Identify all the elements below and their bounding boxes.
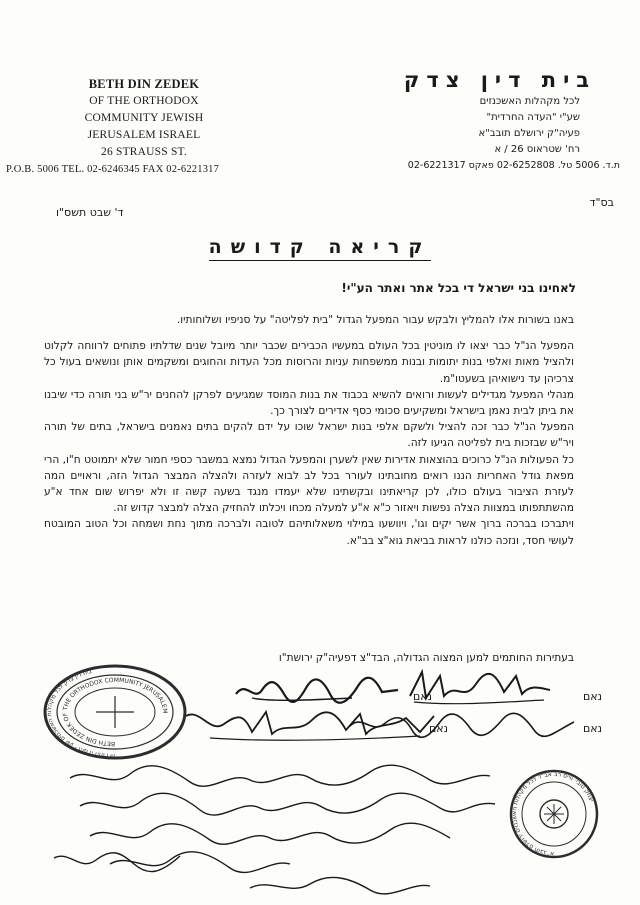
body-paragraph: מנהלי המפעל מגדילים לעשות ורואים להשיא בכבוד את בנות המוסד שמגיעים לפרקן להחנים יר"ש בני תורה כדי שיבנו את ביתן לבית נאמן בישראל ומשקיעים סכומי כסף אדירים לצורך כך.: [44, 388, 574, 418]
letterhead-en-line: OF THE ORTHODOX: [89, 95, 199, 107]
body-paragraph: ויתברכו בברכה ברוך אשר יקים וגו', ויוושעו במילוי משאלותיהם לטובה ולברכה מתוך נחת ושמחה וכל הטוב המובטח לעושי חסד, ונזכה כולנו לראות בביאת גוא"צ בב"א.: [44, 518, 574, 547]
closing-line: בעתירות החותמים למען המצוה הגדולה, הבד"צ דפעיה"ק ירושת"ו: [278, 652, 574, 664]
letterhead-en-line: BETH DIN ZEDEK: [88, 77, 200, 91]
letterhead-en-contact: P.O.B. 5006 TEL. 02-6246345 FAX 02-6221317: [6, 164, 220, 175]
body-paragraph: באנו בשורות אלו להמליץ ולבקש עבור המפעל הגדול "בית לפליטה" על סניפיו ושלוחותיו.: [176, 314, 574, 326]
letterhead-he-line: שע"י "העדה החרדית": [486, 112, 580, 123]
handwritten-note: [50, 760, 510, 904]
seal-text-en: BETH DIN ZEDEK OF THE ORTHODOX COMMUNITY JERUSALEM: [62, 676, 169, 748]
name-label: נאם: [428, 722, 448, 735]
letterhead-english: [6, 76, 264, 178]
body-paragraph: המפעל הנ"ל כבר זכה להציל ולשקם אלפי בנות ישראל שוכו על ידם להקים בתים נאמנים בישראל, בתים של תורה ויר"ש שבזכות בית לפליטה הגיעו לזה.: [44, 421, 574, 450]
bsd-mark: בס"ד: [589, 196, 614, 209]
seal-text-he: בית דין צדק לכל מקהלות האשכנזים שע"י העדה החרדית: [45, 667, 116, 760]
seal-text-he: יצחק טובי' ווייס רב אב"ד לכל מקהלות האשכנזים ירושלם תובב"א: [511, 770, 595, 858]
letter-date: ד' שבט תשס"ו: [56, 206, 124, 219]
body-paragraph: כל הפעולות הנ"ל כרוכים בהוצאות אדירות שאין לשערן והמפעל הגדול נמצא במשבר כספי חמור שלא יתמוטט ח"ו, הרי מפאת גודל האחריות הננו רואים מחובתינו לעורר בכל לב לבוא לעזרה ולהצלה המבצר הגדול הזה, וראויים המה לעזרת הציבור בעולם כולו, לכן קריאתינו ובקשתינו שלא יעמדו מנגד בשעה קשה זו ולא יפרוש שום אחד א"ע מהשתתפותו במצוות הצלה נפשות ויאזור כ"א א"ע למעלה מכחו ויכלתו להחזיק הצלה למבצר קדוש זה.: [44, 453, 574, 515]
rabbi-seal: [508, 768, 600, 860]
body-paragraph: המפעל הנ"ל כבר יצאו לו מוניטין בכל העולם במעשיו הכבירים שכבר יותר מיובל שנים שדלתיו פתוחים לרווחה לקלוט ולהציל מאות ואלפי בנות יתומות ובנות ממשפחות עניות והרוסות מכל העדות והחוגים ומשקמים אותן ונושאים בעול כל צרכיהן עד נישואיהן בשעטו"מ.: [44, 340, 574, 385]
signature: [404, 662, 554, 708]
signature: [346, 706, 578, 740]
letter-body: [44, 312, 574, 549]
letterhead-he-title: בית דין צדק: [403, 68, 597, 92]
letterhead-he-line: פעיה"ק ירושלם תובב"א: [478, 128, 580, 139]
document-title: [0, 236, 640, 258]
letterhead-hebrew: [320, 66, 620, 174]
signature: [232, 672, 402, 708]
salutation: לאחינו בני ישראל די בכל אתר ואתר הע"י!: [341, 281, 576, 295]
name-label: נאם: [412, 690, 432, 703]
letterhead-he-contact: ת.ד. 5006 טל. 02-6252808 פאקס 02-6221317: [407, 160, 620, 171]
rabbinical-court-seal: [40, 662, 190, 762]
letterhead-he-line: לכל מקהלות האשכנזים: [479, 96, 580, 107]
letterhead-he-line: רח' שטראוס 26 / א: [494, 144, 580, 155]
letterhead-en-line: COMMUNITY JEWISH: [84, 112, 204, 124]
name-label: נאם: [582, 690, 602, 703]
name-label: נאם: [582, 722, 602, 735]
letterhead-en-line: 26 STRAUSS ST.: [101, 146, 187, 158]
letterhead-en-line: JERUSALEM ISRAEL: [87, 129, 201, 141]
document-title-text: קריאה קדושה: [209, 236, 432, 261]
